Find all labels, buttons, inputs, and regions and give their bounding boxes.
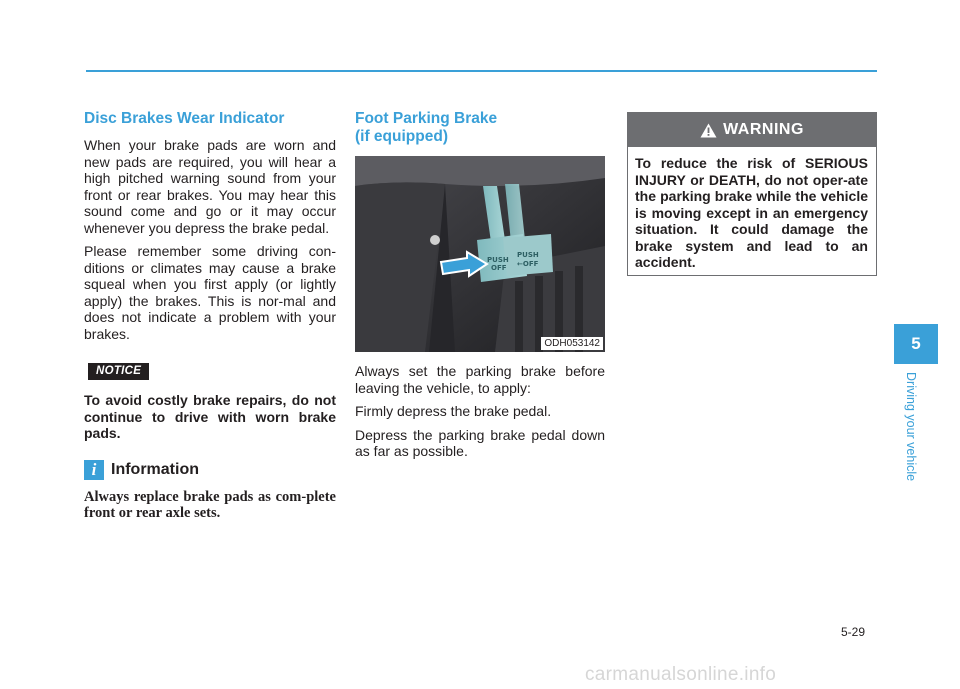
svg-text:OFF: OFF xyxy=(491,264,507,272)
svg-text:PUSH: PUSH xyxy=(517,251,539,259)
foot-parking-title-line1: Foot Parking Brake xyxy=(355,110,498,127)
watermark: carmanualsonline.info xyxy=(585,664,777,685)
page-number: 5-29 xyxy=(841,625,866,639)
column-foot-parking-brake xyxy=(355,110,605,467)
disc-brakes-title: Disc Brakes Wear Indicator xyxy=(84,110,285,127)
image-code: ODH053142 xyxy=(541,337,603,350)
warning-header xyxy=(628,113,876,147)
top-rule xyxy=(86,70,877,72)
disc-brakes-para-1: When your brake pads are worn and new pads are required, you will hear a high pitched warning sound from your front or rear brakes. You may hear this sound come and go or it may occur whenever you depress the brake pedal. xyxy=(84,137,336,236)
chapter-title-text: Driving your vehicle xyxy=(904,372,918,482)
notice-badge: NOTICE xyxy=(88,363,149,380)
warning-text: To reduce the risk of SERIOUS INJURY or DEATH, do not oper-ate the parking brake while the vehicle is moving except in an emergency situation. It could damage the brake system and lead to an accident. xyxy=(635,155,868,270)
information-header xyxy=(84,460,336,480)
svg-text:PUSH: PUSH xyxy=(487,256,509,264)
foot-parking-para-1: Always set the parking brake before leaving the vehicle, to apply: xyxy=(355,363,605,396)
foot-parking-title-line2: (if equipped) xyxy=(355,128,448,145)
warning-label: WARNING xyxy=(723,121,804,138)
notice-text: To avoid costly brake repairs, do not continue to drive with worn brake pads. xyxy=(84,392,336,441)
foot-parking-para-2: Firmly depress the brake pedal. xyxy=(355,403,552,419)
foot-parking-title xyxy=(355,110,605,146)
parking-brake-pedal-illustration xyxy=(355,156,605,352)
warning-triangle-icon xyxy=(700,123,717,138)
column-disc-brakes xyxy=(84,110,336,522)
svg-text:←OFF: ←OFF xyxy=(517,260,539,268)
info-icon: i xyxy=(84,460,104,480)
information-text: Always replace brake pads as com-plete front or rear axle sets. xyxy=(84,488,336,521)
parking-brake-photo xyxy=(355,156,605,352)
foot-parking-para-3: Depress the parking brake pedal down as far as possible. xyxy=(355,426,605,459)
information-title: Information xyxy=(111,460,199,478)
chapter-title xyxy=(903,372,921,504)
disc-brakes-para-2: Please remember some driving con-ditions or climates may cause a brake squeal when you first apply (or lightly apply) the brakes. This is nor-mal and does not indicate a problem with your brakes. xyxy=(84,243,336,342)
chapter-number-tab: 5 xyxy=(894,324,938,364)
column-warning xyxy=(627,112,877,276)
warning-box xyxy=(627,112,877,276)
